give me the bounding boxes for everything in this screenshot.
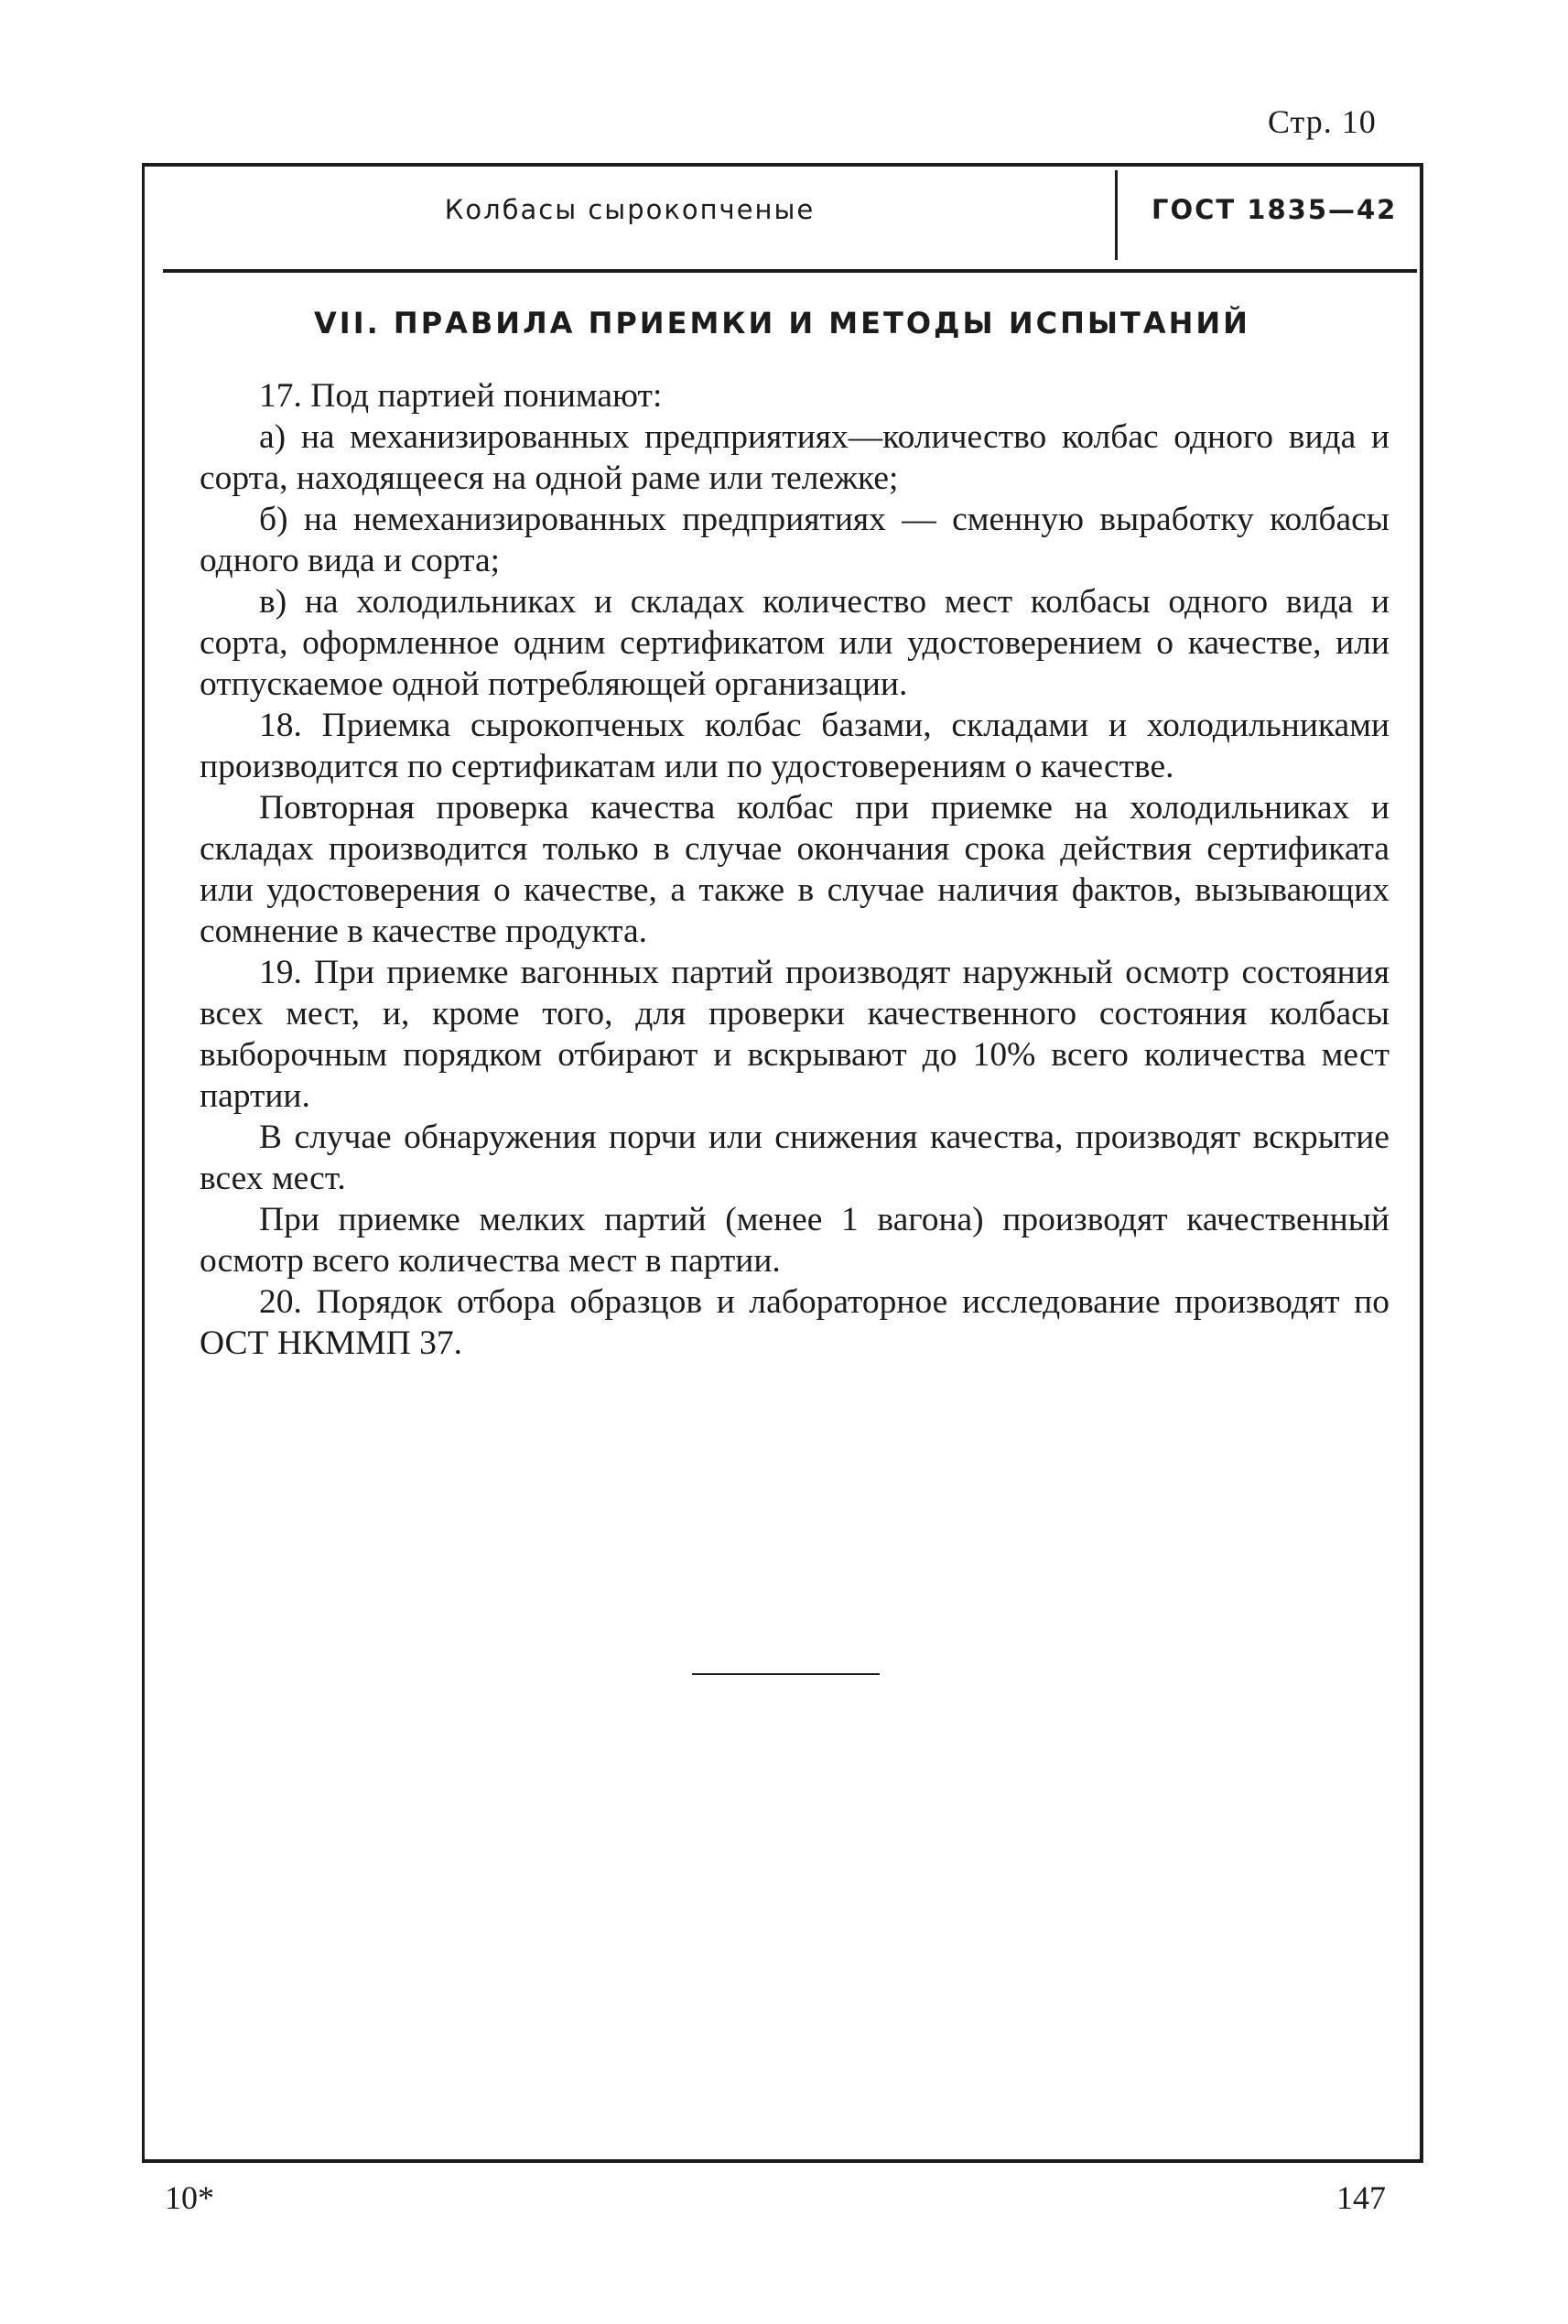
- footer-page-number: 147: [1336, 2179, 1386, 2216]
- paragraph: При приемке мелких партий (менее 1 вагона) производят качественный осмотр всего количества мест в партии.: [200, 1201, 1390, 1280]
- header-divider: [1115, 170, 1118, 260]
- footer-signature-mark: 10*: [165, 2179, 214, 2216]
- page-number-top: Стр. 10: [1268, 103, 1377, 140]
- header-rule: [163, 269, 1417, 273]
- paragraph: 20. Порядок отбора образцов и лабораторное исследование производят по ОСТ НКММП 37.: [200, 1283, 1390, 1362]
- paragraph: а) на механизированных предприятиях—количество колбас одного вида и сорта, находящееся на одной раме или тележке;: [200, 418, 1390, 497]
- paragraph: в) на холодильниках и складах количество мест колбасы одного вида и сорта, оформленное одним сертификатом или удостоверением о качестве, или отпускаемое одной потребляющей организации.: [200, 583, 1390, 703]
- document-frame: [142, 163, 1423, 2163]
- body-text: [200, 375, 1390, 1364]
- end-rule: [692, 1673, 880, 1675]
- section-title: VII. ПРАВИЛА ПРИЕМКИ И МЕТОДЫ ИСПЫТАНИЙ: [314, 306, 1250, 340]
- document-header: [145, 167, 1420, 267]
- header-title: Колбасы сырокопченые: [444, 194, 816, 225]
- paragraph: б) на немеханизированных предприятиях — сменную выработку колбасы одного вида и сорта;: [200, 501, 1390, 579]
- paragraph: 18. Приемка сырокопченых колбас базами, складами и холодильниками производится по сертификатам или по удостоверениям о качестве.: [200, 707, 1390, 785]
- paragraph: 17. Под партией понимают:: [259, 377, 663, 415]
- paragraph: Повторная проверка качества колбас при приемке на холодильниках и складах производится только в случае окончания срока действия сертификата или удостоверения о качестве, а также в случае наличия фактов, вызывающих сомнение в качестве продукта.: [200, 789, 1390, 950]
- paragraph: 19. При приемке вагонных партий производят наружный осмотр состояния всех мест, и, кроме того, для проверки качественного состояния колбасы выборочным порядком отбирают и вскрывают до 10% всего количества мест партии.: [200, 954, 1390, 1115]
- header-gost-number: ГОСТ 1835—42: [1152, 194, 1398, 225]
- paragraph: В случае обнаружения порчи или снижения качества, производят вскрытие всех мест.: [200, 1119, 1390, 1197]
